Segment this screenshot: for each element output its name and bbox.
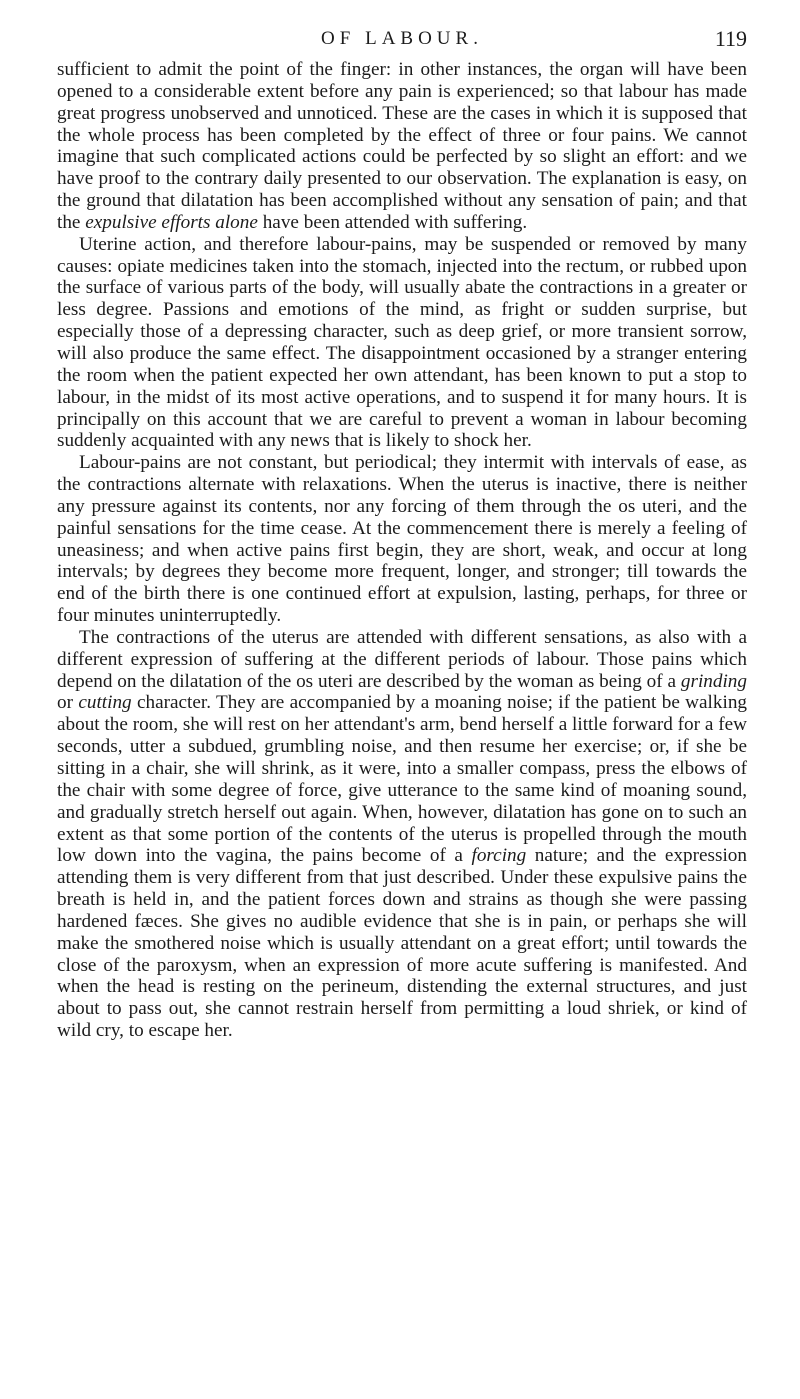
paragraph-1: [57, 59, 747, 234]
paragraph-3: Labour-pains are not constant, but periodical; they intermit with intervals of ease, as the contractions alternate with relaxations. When the uterus is inactive, there is neither any pressure against its contents, nor any forcing of them through the os uteri, and the painful sensations for the time cease. At the commencement there is merely a feeling of uneasiness; and when active pains first begin, they are short, weak, and occur at long intervals; by degrees they become more frequent, longer, and stronger; till towards the end of the birth there is one continued effort at expulsion, lasting, perhaps, for three or four minutes uninterruptedly.: [57, 452, 747, 627]
paragraph-4-text-c: character. They are accompanied by a moaning noise; if the patient be walking about the room, she will rest on her attendant's arm, bend herself a little forward for a few seconds, utter a subdued, grumbling noise, and then resume her exercise; or, if she be sitting in a chair, she will shrink, as it were, into a smaller compass, press the elbows of the chair with some degree of force, give utterance to the same kind of moaning sound, and gradually stretch herself out again. When, however, dilatation has gone on to such an extent as that some portion of the contents of the uterus is propelled through the mouth low down into the vagina, the pains become of a: [57, 692, 748, 867]
paragraph-2: Uterine action, and therefore labour-pains, may be suspended or removed by many causes: opiate medicines taken into the stomach, injected into the rectum, or rubbed upon the surface of various parts of the body, will usually abate the contractions in a greater or less degree. Passions and emotions of the mind, as fright or sudden surprise, but especially those of a depressing character, such as deep grief, or more transient sorrow, will also produce the same effect. The disappointment occasioned by a stranger entering the room when the patient expected her own attendant, has been known to put a stop to labour, in the midst of its most active operations, and to suspend it for many hours. It is principally on this account that we are careful to prevent a woman in labour becoming suddenly acquainted with any news that is likely to shock her.: [57, 233, 747, 452]
running-title: OF LABOUR.: [321, 28, 483, 49]
paragraph-4-text-d: nature; and the expression attending them is very different from that just described. Under these expulsive pains the breath is held in, and the patient forces down and strains as though she were passing hardened fæces. She gives no audible evidence that she is in pain, or perhaps she will make the smothered noise which is usually attendant on a great effort; until towards the close of the paroxysm, when an expression of more acute suffering is manifested. And when the head is resting on the perineum, distending the external structures, and just about to pass out, she cannot restrain herself from permitting a loud shriek, or kind of wild cry, to escape her.: [57, 845, 747, 1042]
page-number: 119: [714, 26, 747, 51]
paragraph-4-emphasis-forcing: forcing: [471, 845, 527, 867]
paragraph-4-emphasis-cutting: cutting: [78, 692, 132, 714]
paragraph-4-text-b: or: [57, 692, 79, 714]
running-head: [57, 22, 747, 52]
paragraph-4-text-a: The contractions of the uterus are attended with different sensations, as also with a different expression of suffering at the different periods of labour. Those pains which depend on the dilatation of the os uteri are described by the woman as being of a: [57, 626, 747, 692]
paragraph-1-text-b: have been attended with suffering.: [257, 211, 528, 233]
paragraph-1-emphasis: expulsive efforts alone: [85, 211, 258, 233]
paragraph-1-text-a: sufficient to admit the point of the finger: in other instances, the organ will have been opened to a considerable extent before any pain is experienced; so that labour has made great progress unobserved and unnoticed. These are the cases in which it is supposed that the whole process has been completed by the effect of three or four pains. We cannot imagine that such complicated actions could be perfected by so slight an effort: and we have proof to the contrary daily presented to our observation. The explanation is easy, on the ground that dilatation has been accomplished without any sensation of pain; and that the: [57, 59, 747, 233]
paragraph-4: [57, 627, 747, 1042]
paragraph-4-emphasis-grinding: grinding: [680, 670, 747, 692]
body-text: [57, 59, 747, 1042]
